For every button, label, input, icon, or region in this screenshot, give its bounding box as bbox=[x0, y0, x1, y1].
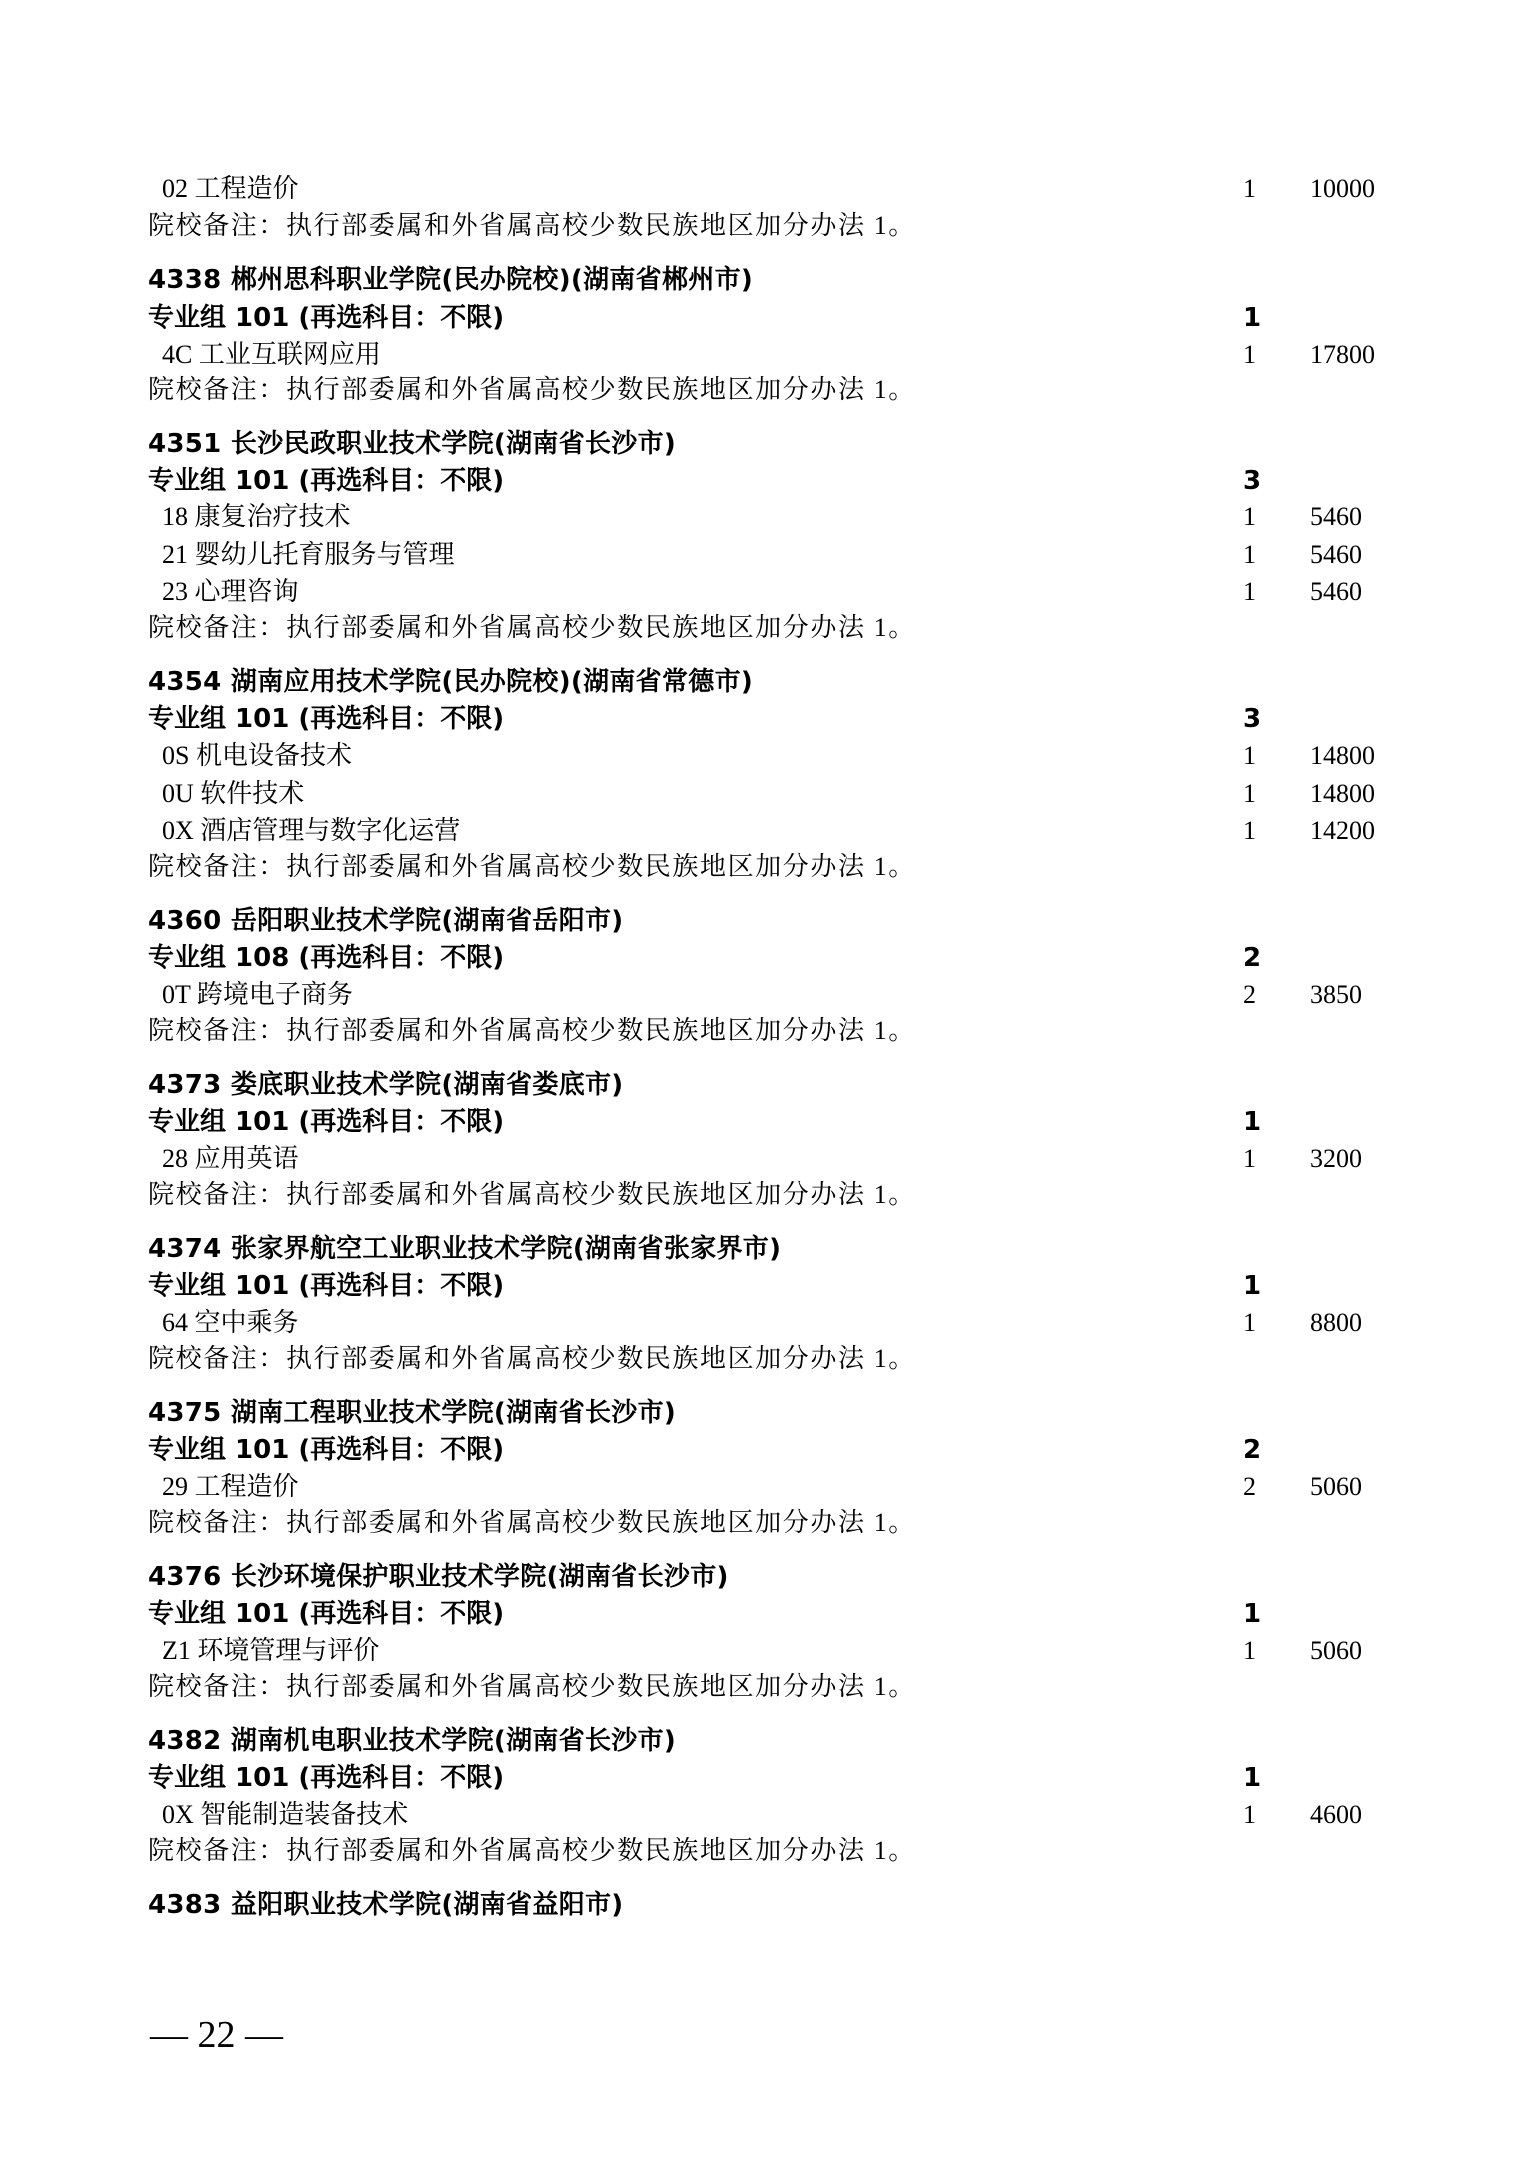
institution-name: 4338 郴州思科职业学院(民办院校)(湖南省郴州市) bbox=[148, 265, 754, 295]
major-row bbox=[0, 1633, 1517, 1669]
major-row bbox=[0, 977, 1517, 1013]
plan-count: 1 bbox=[1243, 816, 1256, 845]
tuition-fee: 5460 bbox=[1310, 577, 1362, 606]
institution-header bbox=[0, 664, 1517, 700]
tuition-fee: 5060 bbox=[1310, 1636, 1362, 1665]
institution-header bbox=[0, 1559, 1517, 1595]
note-text: 院校备注：执行部委属和外省属高校少数民族地区加分办法 1。 bbox=[148, 375, 916, 404]
tuition-fee: 17800 bbox=[1310, 340, 1375, 369]
institution-note bbox=[0, 1177, 1517, 1213]
group-label: 专业组 101 (再选科目：不限) bbox=[148, 704, 505, 734]
tuition-fee: 14200 bbox=[1310, 816, 1375, 845]
major-row bbox=[0, 171, 1517, 207]
major-row bbox=[0, 813, 1517, 849]
institution-note bbox=[0, 1341, 1517, 1377]
major-group-row bbox=[0, 1760, 1517, 1796]
institution-header bbox=[0, 426, 1517, 462]
major-row bbox=[0, 537, 1517, 573]
major-row bbox=[0, 1141, 1517, 1177]
major-group-row bbox=[0, 701, 1517, 737]
page-number: — 22 — bbox=[150, 2014, 283, 2056]
institution-note bbox=[0, 372, 1517, 408]
plan-count: 1 bbox=[1243, 502, 1256, 531]
major-name: Z1 环境管理与评价 bbox=[162, 1636, 380, 1665]
group-label: 专业组 101 (再选科目：不限) bbox=[148, 466, 505, 496]
note-text: 院校备注：执行部委属和外省属高校少数民族地区加分办法 1。 bbox=[148, 1672, 916, 1701]
note-text: 院校备注：执行部委属和外省属高校少数民族地区加分办法 1。 bbox=[148, 1344, 916, 1373]
group-label: 专业组 101 (再选科目：不限) bbox=[148, 1107, 505, 1137]
major-row bbox=[0, 1797, 1517, 1833]
major-group-row bbox=[0, 940, 1517, 976]
institution-note bbox=[0, 849, 1517, 885]
institution-note bbox=[0, 1505, 1517, 1541]
tuition-fee: 14800 bbox=[1310, 779, 1375, 808]
plan-count: 1 bbox=[1243, 779, 1256, 808]
major-name: 18 康复治疗技术 bbox=[162, 502, 351, 531]
group-label: 专业组 101 (再选科目：不限) bbox=[148, 1763, 505, 1793]
plan-count: 1 bbox=[1243, 1144, 1256, 1173]
tuition-fee: 5060 bbox=[1310, 1472, 1362, 1501]
institution-header bbox=[0, 262, 1517, 298]
plan-count: 1 bbox=[1243, 1800, 1256, 1829]
institution-note bbox=[0, 1013, 1517, 1049]
plan-count: 1 bbox=[1243, 1636, 1256, 1665]
group-label: 专业组 101 (再选科目：不限) bbox=[148, 1599, 505, 1629]
major-name: 0S 机电设备技术 bbox=[162, 741, 352, 770]
plan-count: 1 bbox=[1243, 303, 1262, 333]
major-group-row bbox=[0, 1596, 1517, 1632]
group-label: 专业组 101 (再选科目：不限) bbox=[148, 1435, 505, 1465]
institution-header bbox=[0, 1887, 1517, 1923]
plan-count: 1 bbox=[1243, 174, 1256, 203]
major-name: 0U 软件技术 bbox=[162, 779, 305, 808]
note-text: 院校备注：执行部委属和外省属高校少数民族地区加分办法 1。 bbox=[148, 1836, 916, 1865]
plan-count: 2 bbox=[1243, 1472, 1256, 1501]
major-name: 4C 工业互联网应用 bbox=[162, 340, 381, 369]
institution-name: 4374 张家界航空工业职业技术学院(湖南省张家界市) bbox=[148, 1234, 782, 1264]
institution-name: 4354 湖南应用技术学院(民办院校)(湖南省常德市) bbox=[148, 667, 754, 697]
plan-count: 1 bbox=[1243, 1763, 1262, 1793]
major-name: 21 婴幼儿托育服务与管理 bbox=[162, 540, 455, 569]
tuition-fee: 5460 bbox=[1310, 540, 1362, 569]
plan-count: 1 bbox=[1243, 340, 1256, 369]
major-row bbox=[0, 776, 1517, 812]
tuition-fee: 4600 bbox=[1310, 1800, 1362, 1829]
major-name: 0T 跨境电子商务 bbox=[162, 980, 353, 1009]
plan-count: 1 bbox=[1243, 1308, 1256, 1337]
institution-header bbox=[0, 1231, 1517, 1267]
institution-header bbox=[0, 1723, 1517, 1759]
plan-count: 3 bbox=[1243, 466, 1262, 496]
major-row bbox=[0, 499, 1517, 535]
note-text: 院校备注：执行部委属和外省属高校少数民族地区加分办法 1。 bbox=[148, 1016, 916, 1045]
institution-note bbox=[0, 1669, 1517, 1705]
plan-count: 2 bbox=[1243, 1435, 1262, 1465]
note-text: 院校备注：执行部委属和外省属高校少数民族地区加分办法 1。 bbox=[148, 1180, 916, 1209]
major-row bbox=[0, 574, 1517, 610]
major-row bbox=[0, 738, 1517, 774]
plan-count: 3 bbox=[1243, 704, 1262, 734]
institution-header bbox=[0, 1067, 1517, 1103]
major-row bbox=[0, 337, 1517, 373]
major-group-row bbox=[0, 1104, 1517, 1140]
plan-count: 1 bbox=[1243, 1107, 1262, 1137]
major-name: 0X 酒店管理与数字化运营 bbox=[162, 816, 461, 845]
group-label: 专业组 108 (再选科目：不限) bbox=[148, 943, 505, 973]
institution-header bbox=[0, 1395, 1517, 1431]
institution-name: 4360 岳阳职业技术学院(湖南省岳阳市) bbox=[148, 906, 624, 936]
institution-header bbox=[0, 903, 1517, 939]
major-row bbox=[0, 1469, 1517, 1505]
plan-count: 1 bbox=[1243, 1271, 1262, 1301]
plan-count: 1 bbox=[1243, 540, 1256, 569]
major-group-row bbox=[0, 1432, 1517, 1468]
major-group-row bbox=[0, 300, 1517, 336]
institution-name: 4382 湖南机电职业技术学院(湖南省长沙市) bbox=[148, 1726, 677, 1756]
note-text: 院校备注：执行部委属和外省属高校少数民族地区加分办法 1。 bbox=[148, 1508, 916, 1537]
plan-count: 2 bbox=[1243, 943, 1262, 973]
institution-note bbox=[0, 610, 1517, 646]
tuition-fee: 10000 bbox=[1310, 174, 1375, 203]
major-name: 28 应用英语 bbox=[162, 1144, 299, 1173]
plan-count: 1 bbox=[1243, 1599, 1262, 1629]
major-row bbox=[0, 1305, 1517, 1341]
institution-name: 4373 娄底职业技术学院(湖南省娄底市) bbox=[148, 1070, 624, 1100]
major-name: 29 工程造价 bbox=[162, 1472, 299, 1501]
institution-name: 4375 湖南工程职业技术学院(湖南省长沙市) bbox=[148, 1398, 677, 1428]
institution-note bbox=[0, 1833, 1517, 1869]
institution-name: 4383 益阳职业技术学院(湖南省益阳市) bbox=[148, 1890, 624, 1920]
note-text: 院校备注：执行部委属和外省属高校少数民族地区加分办法 1。 bbox=[148, 852, 916, 881]
tuition-fee: 14800 bbox=[1310, 741, 1375, 770]
major-group-row bbox=[0, 1268, 1517, 1304]
plan-count: 2 bbox=[1243, 980, 1256, 1009]
tuition-fee: 3200 bbox=[1310, 1144, 1362, 1173]
institution-name: 4376 长沙环境保护职业技术学院(湖南省长沙市) bbox=[148, 1562, 729, 1592]
tuition-fee: 8800 bbox=[1310, 1308, 1362, 1337]
major-name: 23 心理咨询 bbox=[162, 577, 299, 606]
major-group-row bbox=[0, 463, 1517, 499]
note-text: 院校备注：执行部委属和外省属高校少数民族地区加分办法 1。 bbox=[148, 613, 916, 642]
note-text: 院校备注：执行部委属和外省属高校少数民族地区加分办法 1。 bbox=[148, 211, 916, 240]
plan-count: 1 bbox=[1243, 577, 1256, 606]
major-name: 0X 智能制造装备技术 bbox=[162, 1800, 409, 1829]
group-label: 专业组 101 (再选科目：不限) bbox=[148, 1271, 505, 1301]
institution-note bbox=[0, 208, 1517, 244]
tuition-fee: 5460 bbox=[1310, 502, 1362, 531]
major-name: 64 空中乘务 bbox=[162, 1308, 299, 1337]
group-label: 专业组 101 (再选科目：不限) bbox=[148, 303, 505, 333]
major-name: 02 工程造价 bbox=[162, 174, 299, 203]
institution-name: 4351 长沙民政职业技术学院(湖南省长沙市) bbox=[148, 429, 677, 459]
plan-count: 1 bbox=[1243, 741, 1256, 770]
tuition-fee: 3850 bbox=[1310, 980, 1362, 1009]
